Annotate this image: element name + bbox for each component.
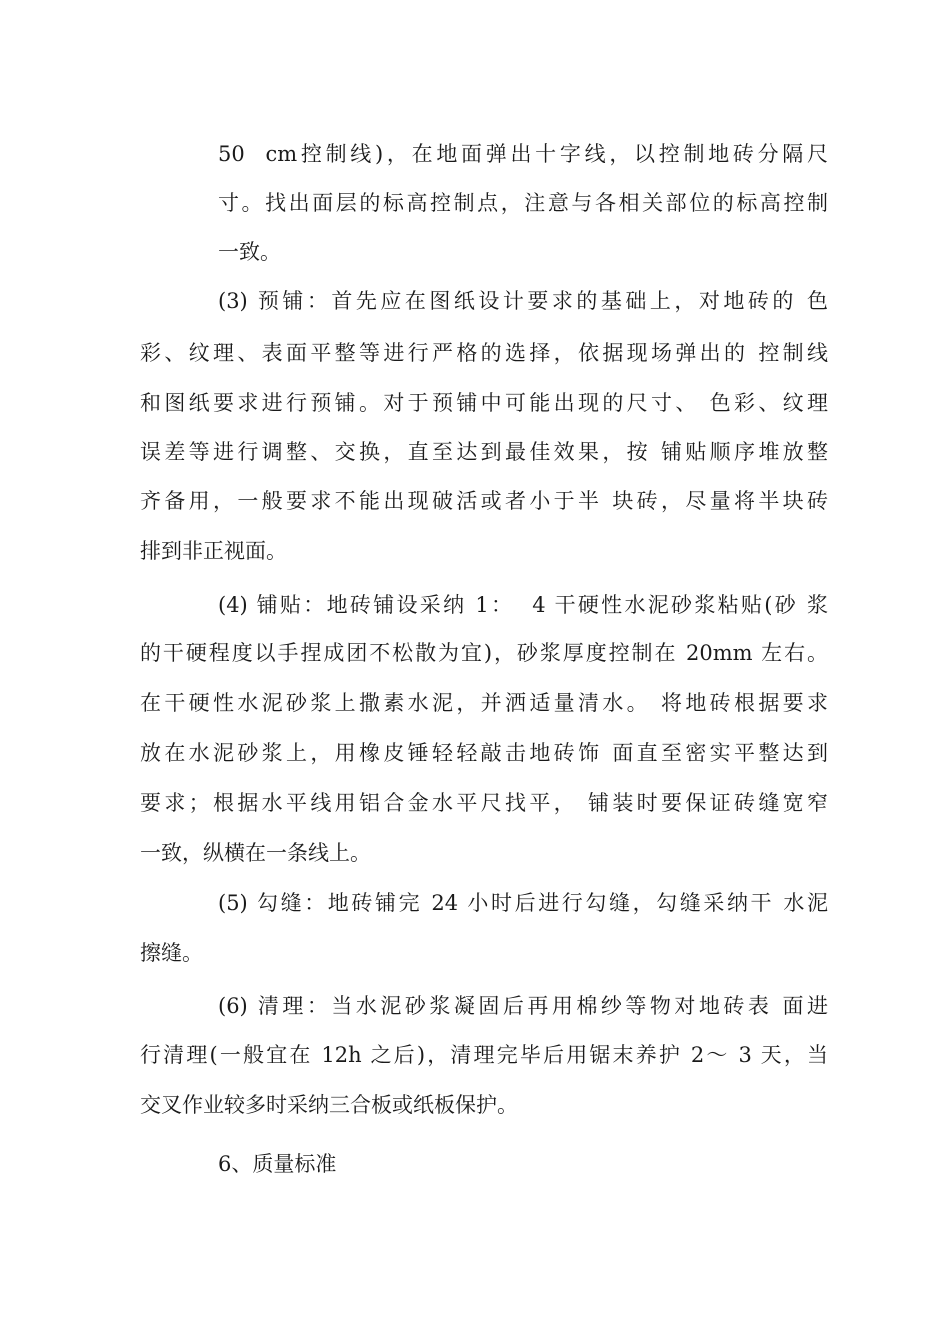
paragraph-line: 误差等进行调整、交换，直至达到最佳效果，按 铺贴顺序堆放整	[140, 440, 828, 464]
paragraph-line: 行清理(一般宜在 12h 之后)，清理完毕后用锯末养护 2〜 3 天，当	[140, 1043, 828, 1067]
section-heading: 6、质量标准	[218, 1152, 337, 1176]
paragraph-line: 在干硬性水泥砂浆上撒素水泥，并洒适量清水。 将地砖根据要求	[140, 691, 828, 715]
paragraph-line: (6) 清理：当水泥砂浆凝固后再用棉纱等物对地砖表 面进	[218, 994, 828, 1018]
paragraph-line: 一致。	[218, 240, 281, 264]
paragraph-line: 一致，纵横在一条线上。	[140, 841, 371, 865]
paragraph-line: 50 cm控制线)，在地面弹出十字线，以控制地砖分隔尺	[218, 142, 828, 166]
paragraph-line: 齐备用，一般要求不能出现破活或者小于半 块砖，尽量将半块砖	[140, 489, 828, 513]
paragraph-line: (4) 铺贴：地砖铺设采纳 1： 4 干硬性水泥砂浆粘贴(砂 浆	[218, 593, 828, 617]
paragraph-line: 寸。找出面层的标高控制点，注意与各相关部位的标高控制	[218, 191, 828, 215]
paragraph-line: 和图纸要求进行预铺。对于预铺中可能出现的尺寸、 色彩、纹理	[140, 391, 828, 415]
paragraph-line: 擦缝。	[140, 941, 203, 965]
paragraph-line: 要求；根据水平线用铝合金水平尺找平， 铺装时要保证砖缝宽窄	[140, 791, 828, 815]
paragraph-line: 交叉作业较多时采纳三合板或纸板保护。	[140, 1093, 518, 1117]
paragraph-line: (5) 勾缝：地砖铺完 24 小时后进行勾缝，勾缝采纳干 水泥	[218, 891, 828, 915]
paragraph-line: 排到非正视面。	[140, 539, 287, 563]
paragraph-line: 的干硬程度以手捏成团不松散为宜)，砂浆厚度控制在 20mm 左右。	[140, 641, 828, 665]
paragraph-line: 放在水泥砂浆上，用橡皮锤轻轻敲击地砖饰 面直至密实平整达到	[140, 741, 828, 765]
paragraph-line: 彩、纹理、表面平整等进行严格的选择，依据现场弹出的 控制线	[140, 341, 828, 365]
paragraph-line: (3) 预铺：首先应在图纸设计要求的基础上，对地砖的 色	[218, 289, 828, 313]
